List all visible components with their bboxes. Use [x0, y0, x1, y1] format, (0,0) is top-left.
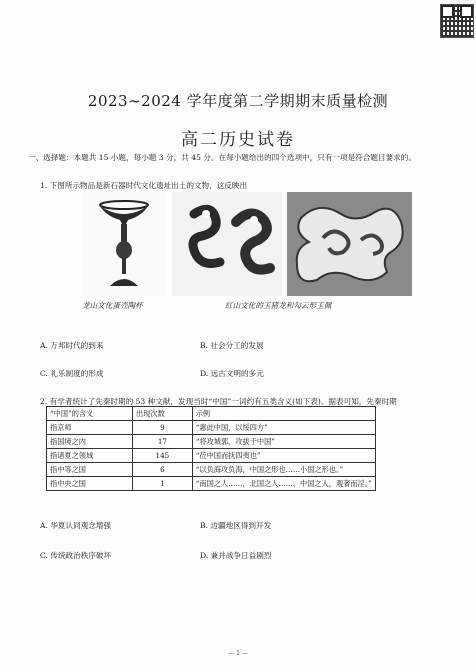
question-1-images — [82, 192, 412, 296]
table-cell: “南国之人……，北国之人……，中国之人，观奢而淫。” — [192, 477, 375, 491]
q1-option-c[interactable]: C. 礼乐制度的形成 — [40, 369, 104, 378]
q2-option-c[interactable]: C. 传统政治秩序破坏 — [40, 551, 112, 560]
table-cell: 1 — [133, 477, 193, 491]
q1-option-a[interactable]: A. 万邦时代的到来 — [40, 341, 104, 350]
table-row — [47, 449, 376, 463]
table-header-row — [47, 407, 376, 421]
table-cell: “莅中国而抚四夷也” — [192, 449, 375, 463]
q1-option-d[interactable]: D. 远古文明的多元 — [200, 369, 264, 378]
qr-code-icon — [440, 4, 474, 38]
jade-pig-dragon-image — [172, 192, 282, 296]
q1-option-b[interactable]: B. 社会分工的发展 — [200, 341, 264, 350]
table-cell: 145 — [133, 449, 193, 463]
image-caption-1: 龙山文化蛋壳陶杯 — [82, 301, 143, 310]
table-cell: 17 — [133, 435, 193, 449]
table-cell: 指中等之国 — [47, 463, 133, 477]
exam-subtitle: 高二历史试卷 — [181, 130, 295, 150]
table-row — [47, 463, 376, 477]
table-header-cell: 示例 — [192, 407, 375, 421]
table-cell: “惠此中国，以绥四方” — [192, 421, 375, 435]
table-cell: 指中央之国 — [47, 477, 133, 491]
question-2-table — [46, 406, 376, 491]
table-header-cell: “中国”的含义 — [47, 407, 133, 421]
table-row — [47, 421, 376, 435]
question-1-stem: 1. 下图所示物品是新石器时代文化遗址出土的文物，这反映出 — [40, 181, 248, 190]
exam-title: 2023~2024 学年度第二学期期末质量检测 — [87, 92, 389, 110]
table-cell: 指国境之内 — [47, 435, 133, 449]
table-header-cell: 出现次数 — [133, 407, 193, 421]
cloud-hook-jade-image — [287, 192, 412, 296]
page-number: — 1 — — [228, 650, 248, 657]
image-caption-2: 红山文化的玉猪龙和勾云形玉佩 — [225, 301, 332, 310]
table-cell: 指诸夏之领域 — [47, 449, 133, 463]
q2-option-a[interactable]: A. 华夏认同观念增强 — [40, 521, 112, 530]
q2-option-d[interactable]: D. 兼并战争日益剧烈 — [200, 551, 272, 560]
table-cell: 6 — [133, 463, 193, 477]
table-cell: “以负海攻负海，中国之形也……小国之形也。” — [192, 463, 375, 477]
question-2-stem: 2. 有学者统计了先秦时期的 53 种文献，发现当时“中国”一词约有五类含义(如下表)。据表可知，先秦时期 — [40, 397, 397, 406]
table-row — [47, 435, 376, 449]
q2-option-b[interactable]: B. 边疆地区得到开发 — [200, 521, 272, 530]
eggshell-cup-image — [82, 192, 167, 296]
table-cell: 指京师 — [47, 421, 133, 435]
table-cell: 9 — [133, 421, 193, 435]
section-instructions: 一、选择题：本题共 15 小题，每小题 3 分，共 45 分。在每小题给出的四个选项中，只有一项是符合题目要求的。 — [28, 153, 416, 162]
table-cell: “将攻城郭，攻拔于中国” — [192, 435, 375, 449]
table-row — [47, 477, 376, 491]
